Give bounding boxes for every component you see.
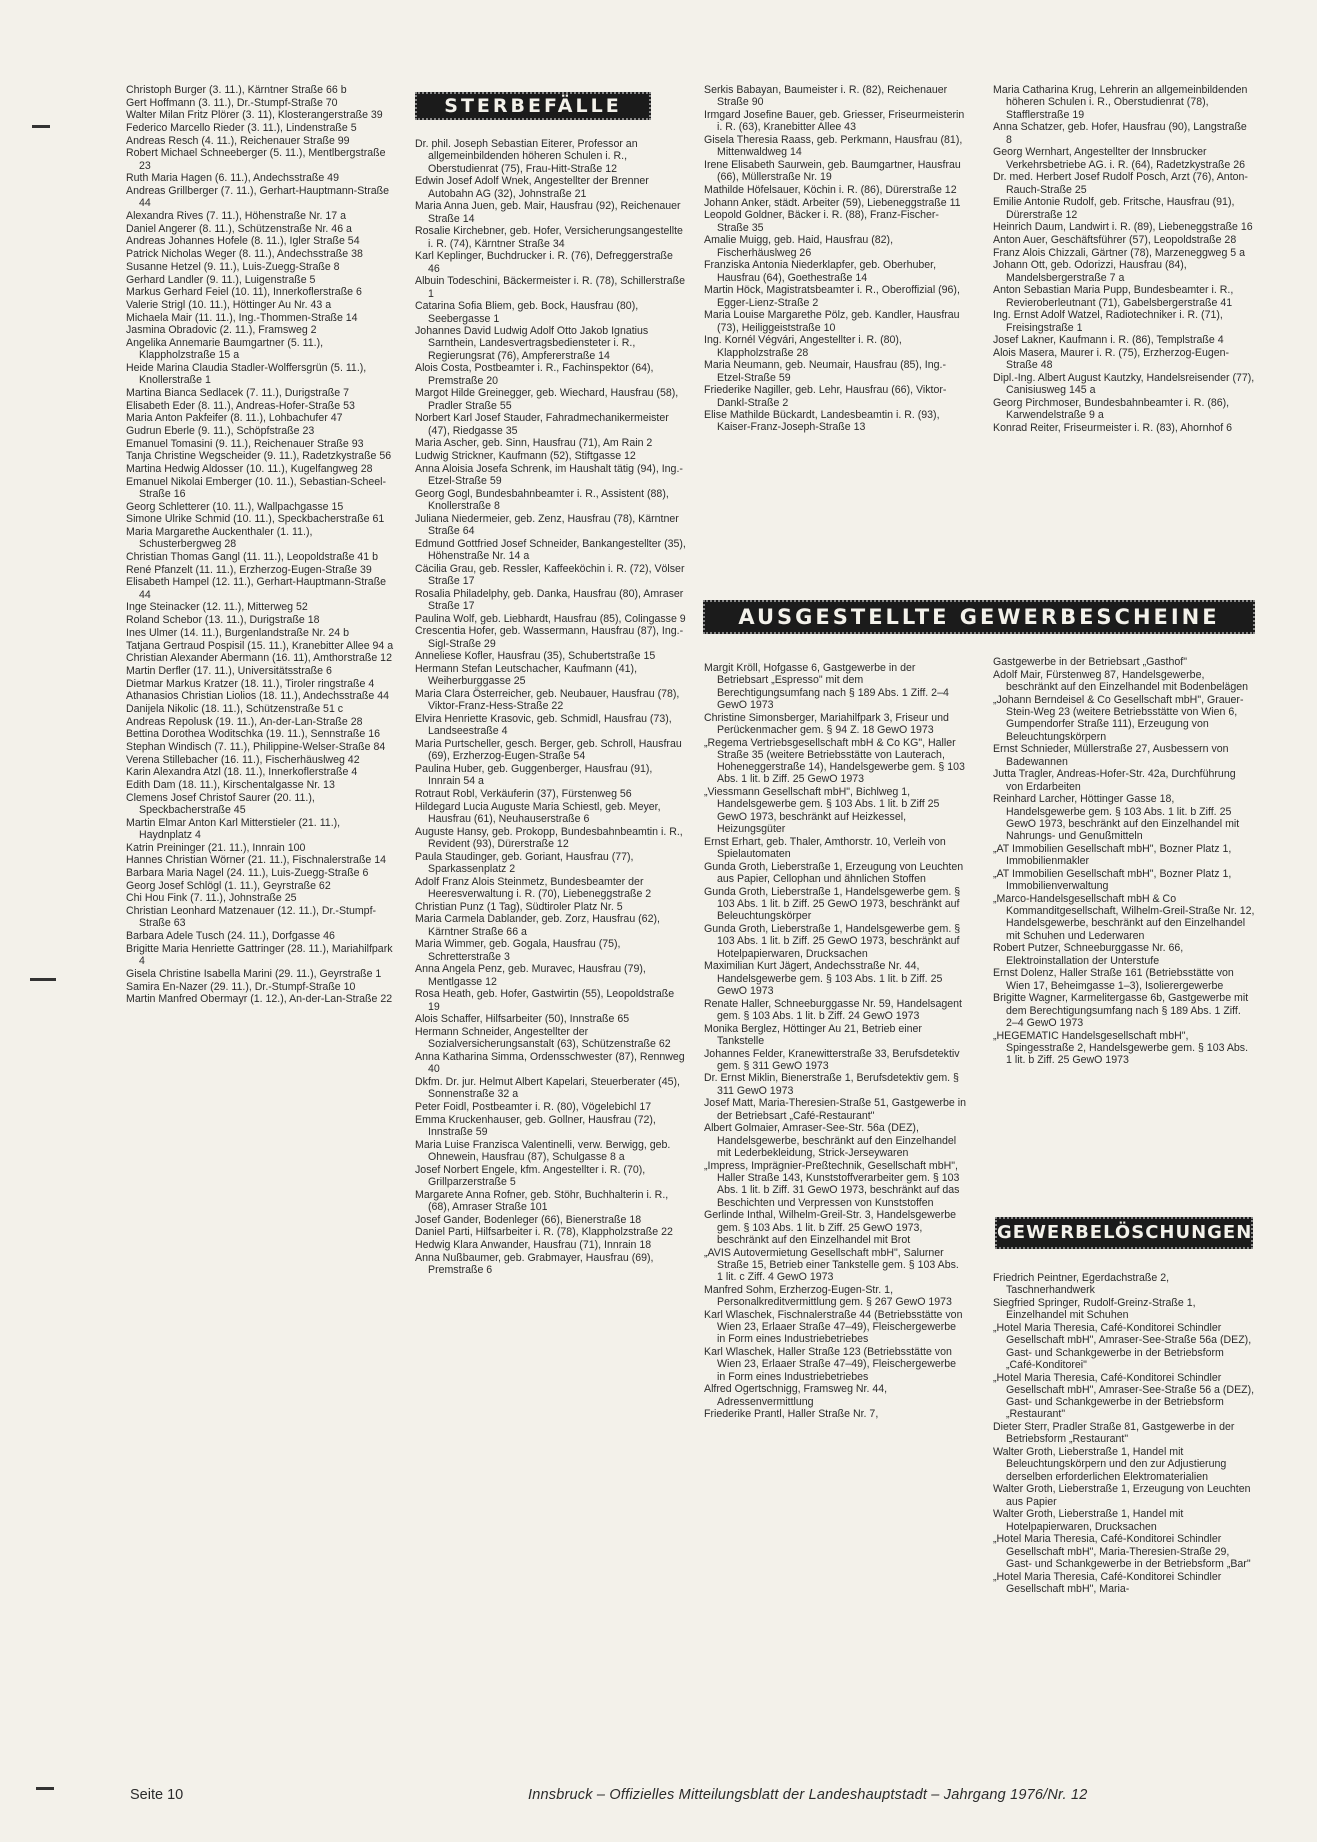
death-entry: Martin Höck, Magistratsbeamter i. R., Oberoffizial (96), Egger-Lienz-Straße 2 — [704, 284, 960, 309]
birth-entry: Gudrun Eberle (9. 11.), Schöpfstraße 23 — [126, 425, 315, 437]
death-entry: Karl Keplinger, Buchdrucker i. R. (76), Defreggerstraße 46 — [415, 250, 673, 275]
gewerbeloeschung-entry: Friedrich Peintner, Egerdachstraße 2, Taschnerhandwerk — [993, 1272, 1170, 1297]
gewerbeschein-entry: Gunda Groth, Lieberstraße 1, Handelsgewerbe gem. § 103 Abs. 1 lit. b Ziff. 25 GewO 1973, beschränkt auf Beleuchtungskörper — [704, 885, 961, 923]
birth-entry: Brigitte Maria Henriette Gattringer (28. 11.), Mariahilfpark 4 — [126, 942, 393, 968]
death-entry: Paulina Huber, geb. Guggenberger, Hausfrau (91), Innrain 54 a — [415, 763, 653, 788]
death-entry: Auguste Hansy, geb. Prokopp, Bundesbahnbeamtin i. R., Revident (93), Dürerstraße 12 — [415, 825, 683, 850]
birth-entry: Alexandra Rives (7. 11.), Höhenstraße Nr. 17 a — [126, 210, 347, 223]
death-entry: Anna Aloisia Josefa Schrenk, im Haushalt tätig (94), Ing.-Etzel-Straße 59 — [415, 462, 683, 488]
births-column — [126, 84, 396, 1006]
death-entry: Maria Louise Margarethe Pölz, geb. Kandler, Hausfrau (73), Heiliggeiststraße 10 — [704, 309, 960, 334]
gewerbeloeschung-entry: Walter Groth, Lieberstraße 1, Handel mit Hotelpapierwaren, Drucksachen — [993, 1508, 1184, 1533]
scan-mark — [32, 125, 50, 128]
death-entry: Alois Masera, Maurer i. R. (75), Erzherzog-Eugen-Straße 48 — [993, 346, 1230, 372]
death-entry: Edmund Gottfried Josef Schneider, Bankangestellter (35), Höhenstraße Nr. 14 a — [415, 537, 686, 563]
death-entry: Leopold Goldner, Bäcker i. R. (88), Franz-Fischer-Straße 35 — [704, 209, 939, 234]
death-entry: Maria Carmela Dablander, geb. Zorz, Hausfrau (62), Kärntner Straße 66 a — [415, 913, 660, 938]
death-entry: Peter Foidl, Postbeamter i. R. (80), Vögelebichl 17 — [415, 1100, 652, 1113]
death-entry: Dr. med. Herbert Josef Rudolf Posch, Arzt (76), Anton-Rauch-Straße 25 — [993, 171, 1248, 196]
birth-entry: Andreas Repolusk (19. 11.), An-der-Lan-Straße 28 — [126, 715, 363, 728]
death-entry: Johann Anker, städt. Arbeiter (59), Liebeneggstraße 11 — [704, 196, 961, 209]
birth-entry: Ines Ulmer (14. 11.), Burgenlandstraße Nr. 24 b — [126, 626, 349, 639]
death-entry: Georg Wernhart, Angestellter der Innsbrucker Verkehrsbetriebe AG. i. R. (64), Radetzkystraße 26 — [993, 146, 1246, 171]
birth-entry: Inge Steinacker (12. 11.), Mitterweg 52 — [126, 601, 308, 614]
death-entry: Johann Ott, geb. Odorizzi, Hausfrau (84), Mandelsbergerstraße 7 a — [993, 259, 1187, 284]
gewerbeschein-entry: Maximilian Kurt Jägert, Andechsstraße Nr. 44, Handelsgewerbe gem. § 103 Abs. 1 lit. b Ziff. 25 GewO 1973 — [704, 960, 943, 997]
birth-entry: Emanuel Nikolai Emberger (10. 11.), Sebastian-Scheel-Straße 16 — [126, 475, 387, 501]
death-entry: Rosalie Kirchebner, geb. Hofer, Versicherungsangestellte i. R. (74), Kärntner Straße 34 — [415, 225, 683, 250]
gewerbescheine-heading: AUSGESTELLTE GEWERBESCHEINE — [703, 600, 1255, 634]
birth-entry: Andreas Resch (4. 11.), Reichenauer Straße 99 — [126, 134, 350, 147]
gewerbeschein-entry: Monika Berglez, Höttinger Au 21, Betrieb einer Tankstelle — [704, 1022, 922, 1047]
birth-entry: Christoph Burger (3. 11.), Kärntner Straße 66 b — [126, 84, 347, 96]
gewerbeloeschung-entry: Walter Groth, Lieberstraße 1, Erzeugung von Leuchten aus Papier — [993, 1483, 1251, 1508]
gewerbeloeschung-entry: „Hotel Maria Theresia, Café-Konditorei Schindler Gesellschaft mbH", Amraser-See-Straße 56a (DEZ), Gast- und Schankgewerbe in der Betriebsform „Café-Konditorei" — [993, 1321, 1252, 1371]
death-entry: Georg Gogl, Bundesbahnbeamter i. R., Assistent (88), Knollerstraße 8 — [415, 487, 669, 513]
death-entry: Ing. Kornél Végvári, Angestellter i. R. (80), Klappholzstraße 28 — [704, 334, 902, 359]
gewerbeschein-entry: „AT Immobilien Gesellschaft mbH", Bozner Platz 1, Immobilienverwaltung — [993, 867, 1232, 893]
death-entry: Emilie Antonie Rudolf, geb. Fritsche, Hausfrau (91), Dürerstraße 12 — [993, 196, 1235, 221]
gewerbeschein-entry: Karl Wlaschek, Fischnalerstraße 44 (Betriebsstätte von Wien 23, Erlaaer Straße 47–49), Fleischergewerbe in Form eines Industriebetriebes — [704, 1308, 963, 1346]
death-entry: Juliana Niedermeier, geb. Zenz, Hausfrau (78), Kärntner Straße 64 — [415, 512, 679, 538]
death-entry: Ing. Ernst Adolf Watzel, Radiotechniker i. R. (71), Freisingstraße 1 — [993, 309, 1223, 334]
birth-entry: Chi Hou Fink (7. 11.), Johnstraße 25 — [126, 892, 297, 905]
death-entry: Hermann Schneider, Angestellter der Sozialversicherungsanstalt (63), Schützenstraße 62 — [415, 1025, 671, 1051]
death-entry: Dkfm. Dr. jur. Helmut Albert Kapelari, Steuerberater (45), Sonnenstraße 32 a — [415, 1075, 680, 1101]
birth-entry: Christian Alexander Abermann (16. 11), Amthorstraße 12 — [126, 652, 392, 665]
death-entry: Josef Norbert Engele, kfm. Angestellter i. R. (70), Grillparzerstraße 5 — [415, 1163, 646, 1188]
gewerbeloeschungen-heading: GEWERBELÖSCHUNGEN — [995, 1217, 1253, 1249]
death-entry: Franz Alois Chizzali, Gärtner (78), Marzeneggweg 5 a — [993, 246, 1246, 259]
birth-entry: Dietmar Markus Kratzer (18. 11.), Tiroler ringstraße 4 — [126, 677, 375, 690]
gewerbeloeschung-entry: „Hotel Maria Theresia, Café-Konditorei Schindler Gesellschaft mbH", Maria-Theresien-Straße 29, Gast- und Schankgewerbe in der Betriebsform „Bar" — [993, 1533, 1251, 1570]
gewerbeschein-entry: Gunda Groth, Lieberstraße 1, Erzeugung von Leuchten aus Papier, Cellophan und ähnlichen Stoffen — [704, 860, 964, 885]
birth-entry: Michaela Mair (11. 11.), Ing.-Thommen-Straße 14 — [126, 311, 358, 324]
gewerbeschein-entry: Margit Kröll, Hofgasse 6, Gastgewerbe in der Betriebsart „Espresso" mit dem Berechtigungsumfang nach § 189 Abs. 1 Ziff. 2–4 GewO 1973 — [704, 662, 949, 711]
birth-entry: Emanuel Tomasini (9. 11.), Reichenauer Straße 93 — [126, 437, 364, 450]
death-entry: Daniel Parti, Hilfsarbeiter i. R. (78), Klappholzstraße 22 — [415, 1226, 673, 1239]
gewerbeschein-entry: Adolf Mair, Fürstenweg 87, Handelsgewerbe, beschränkt auf den Einzelhandel mit Bodenbelägen — [993, 668, 1249, 693]
death-entry: Maria Clara Österreicher, geb. Neubauer, Hausfrau (78), Viktor-Franz-Hess-Straße 22 — [415, 688, 680, 713]
birth-entry: Gerhard Landler (9. 11.), Luigenstraße 5 — [126, 273, 316, 286]
birth-entry: Elisabeth Eder (8. 11.), Andreas-Hofer-Straße 53 — [126, 399, 355, 412]
death-entry: Hildegard Lucia Auguste Maria Schiestl, geb. Meyer, Hausfrau (61), Neuhauserstraße 6 — [415, 800, 661, 825]
death-entry: Rotraut Robl, Verkäuferin (37), Fürstenweg 56 — [415, 787, 632, 800]
gewerbeschein-entry: „Marco-Handelsgesellschaft mbH & Co Kommanditgesellschaft, Wilhelm-Greil-Straße Nr. 12, Handelsgewerbe, beschränkt auf den Einzelhandel mit Schuhen und Lederwaren — [993, 892, 1255, 942]
page-number: Seite 10 — [130, 1787, 184, 1803]
birth-entry: Katrin Preininger (21. 11.), Innrain 100 — [126, 841, 306, 854]
death-entry: Norbert Karl Josef Stauder, Fahradmechanikermeister (47), Riedgasse 35 — [415, 412, 669, 437]
gewerbescheine-column-right — [993, 656, 1255, 1067]
death-entry: Ludwig Strickner, Kaufmann (52), Stiftgasse 12 — [415, 450, 636, 463]
birth-entry: Gisela Christine Isabella Marini (29. 11.), Geyrstraße 1 — [126, 967, 382, 980]
birth-entry: Georg Schletterer (10. 11.), Wallpachgasse 15 — [126, 500, 344, 513]
gewerbeschein-entry: „HEGEMATIC Handelsgesellschaft mbH", Spingesstraße 2, Handelsgewerbe gem. § 103 Abs. 1 lit. b Ziff. 25 GewO 1973 — [993, 1029, 1249, 1067]
death-entry: Elvira Henriette Krasovic, geb. Schmidl, Hausfrau (73), Landseestraße 4 — [415, 713, 672, 738]
death-entry: Edwin Josef Adolf Wnek, Angestellter der Brenner Autobahn AG (32), Johnstraße 21 — [415, 175, 649, 200]
death-entry: Anton Sebastian Maria Pupp, Bundesbeamter i. R., Revieroberleutnant (71), Gabelsbergerstraße 41 — [993, 284, 1234, 309]
death-entry: Maria Ascher, geb. Sinn, Hausfrau (71), Am Rain 2 — [415, 437, 653, 450]
birth-entry: Barbara Maria Nagel (24. 11.), Luis-Zuegg-Straße 6 — [126, 867, 369, 880]
birth-entry: Martina Bianca Sedlacek (7. 11.), Durigstraße 7 — [126, 386, 349, 399]
death-entry: Friederike Nagiller, geb. Lehr, Hausfrau (66), Viktor-Dankl-Straße 2 — [704, 384, 947, 409]
gewerbeschein-entry: Jutta Tragler, Andreas-Hofer-Str. 42a, Durchführung von Erdarbeiten — [993, 768, 1236, 793]
death-entry: Albuin Todeschini, Bäckermeister i. R. (78), Schillerstraße 1 — [415, 275, 686, 300]
gewerbeschein-entry: Johannes Felder, Kranewitterstraße 33, Berufsdetektiv gem. § 311 GewO 1973 — [704, 1047, 960, 1072]
birth-entry: Samira En-Nazer (29. 11.), Dr.-Stumpf-Straße 10 — [126, 980, 356, 993]
birth-entry: Markus Gerhard Feiel (10. 11), Innerkoflerstraße 6 — [126, 286, 362, 299]
birth-entry: Christian Thomas Gangl (11. 11.), Leopoldstraße 41 b — [126, 551, 379, 564]
gewerbeloeschungen-column — [993, 1272, 1255, 1596]
gewerbeschein-entry: „Impress, Imprägnier-Preßtechnik, Gesellschaft mbH", Haller Straße 143, Kunststoffverarbeiter gem. § 103 Abs. 1 lit. b Ziff. 31 GewO 1973, beschränkt auf das Beschichten und Verpressen von Kunststoffen — [704, 1159, 960, 1209]
death-entry: Heinrich Daum, Landwirt i. R. (89), Liebeneggstraße 16 — [993, 221, 1253, 234]
deaths-column — [415, 138, 687, 1277]
gewerbeschein-entry: Manfred Sohm, Erzherzog-Eugen-Str. 1, Personalkreditvermittlung gem. § 267 GewO 1973 — [704, 1283, 952, 1309]
gewerbeschein-entry: „Viessmann Gesellschaft mbH", Bichlweg 1, Handelsgewerbe gem. § 103 Abs. 1 lit. b Ziff 25 GewO 1973, beschränkt auf Heizkessel, Heizungsgüter — [704, 786, 940, 836]
death-entry: Margot Hilde Greinegger, geb. Wiechard, Hausfrau (58), Pradler Straße 55 — [415, 387, 679, 412]
birth-entry: Martin Elmar Anton Karl Mitterstieler (21. 11.), Haydnplatz 4 — [126, 816, 341, 842]
birth-entry: Federico Marcello Rieder (3. 11.), Lindenstraße 5 — [126, 122, 357, 135]
gewerbeloeschung-entry: „Hotel Maria Theresia, Café-Konditorei Schindler Gesellschaft mbH", Maria- — [993, 1570, 1222, 1595]
death-entry: Anna Nußbaumer, geb. Grabmayer, Hausfrau (69), Premstraße 6 — [415, 1251, 654, 1276]
birth-entry: Walter Milan Fritz Plörer (3. 11), Klosterangerstraße 39 — [126, 109, 383, 122]
death-entry: Irene Elisabeth Saurwein, geb. Baumgartner, Hausfrau (66), Müllerstraße Nr. 19 — [704, 158, 961, 184]
birth-entry: Edith Dam (18. 11.), Kirschentalgasse Nr. 13 — [126, 779, 335, 792]
death-entry: Maria Catharina Krug, Lehrerin an allgemeinbildenden höheren Schulen i. R., Oberstudienrat (78), Stafflerstraße 19 — [993, 84, 1248, 121]
sterbefaelle-heading: STERBEFÄLLE — [415, 92, 651, 120]
gewerbeschein-entry: Gerlinde Inthal, Wilhelm-Greil-Str. 3, Handelsgewerbe gem. § 103 Abs. 1 lit. b Ziff. 25 GewO 1973, beschränkt auf den Einzelhandel mit Brot — [704, 1209, 956, 1246]
gewerbeschein-entry: „Johann Berndeisel & Co Gesellschaft mbH", Grauer-Stein-Weg 23 (weitere Betriebsstätte von Wien 6, Gumpendorfer Straße 111), Erzeugung von Beleuchtungskörpern — [993, 693, 1244, 743]
birth-entry: Gert Hoffmann (3. 11.), Dr.-Stumpf-Straße 70 — [126, 96, 338, 109]
birth-entry: Tanja Christine Wegscheider (9. 11.), Radetzkystraße 56 — [126, 450, 392, 463]
death-entry: Crescentia Hofer, geb. Wassermann, Hausfrau (87), Ing.-Sigl-Straße 29 — [415, 625, 684, 650]
birth-entry: Georg Josef Schlögl (1. 11.), Geyrstraße 62 — [126, 879, 331, 892]
death-entry: Cäcilia Grau, geb. Ressler, Kaffeeköchin i. R. (72), Völser Straße 17 — [415, 562, 685, 588]
scan-mark — [36, 1787, 54, 1790]
death-entry: Konrad Reiter, Friseurmeister i. R. (83), Ahornhof 6 — [993, 421, 1233, 434]
death-entry: Rosa Heath, geb. Hofer, Gastwirtin (55), Leopoldstraße 19 — [415, 988, 675, 1013]
birth-entry: Martin Manfred Obermayr (1. 12.), An-der-Lan-Straße 22 — [126, 993, 393, 1006]
birth-entry: René Pfanzelt (11. 11.), Erzherzog-Eugen-Straße 39 — [126, 563, 372, 576]
death-entry: Josef Lakner, Kaufmann i. R. (86), Templstraße 4 — [993, 334, 1224, 347]
gewerbeschein-entry: Reinhard Larcher, Höttinger Gasse 18, Handelsgewerbe gem. § 103 Abs. 1 lit. b Ziff. 25 GewO 1973, beschränkt auf den Einzelhandel mit Nahrungs- und Genußmitteln — [993, 793, 1240, 843]
birth-entry: Stephan Windisch (7. 11.), Philippine-Welser-Straße 84 — [126, 741, 386, 754]
gewerbeschein-entry: „AT Immobilien Gesellschaft mbH", Bozner Platz 1, Immobilienmakler — [993, 842, 1232, 868]
birth-entry: Elisabeth Hampel (12. 11.), Gerhart-Hauptmann-Straße 44 — [126, 576, 387, 601]
birth-entry: Hannes Christian Wörner (21. 11.), Fischnalerstraße 14 — [126, 854, 387, 867]
birth-entry: Heide Marina Claudia Stadler-Wolffersgrün (5. 11.), Knollerstraße 1 — [126, 361, 367, 387]
death-entry: Mathilde Höfelsauer, Köchin i. R. (86), Dürerstraße 12 — [704, 183, 957, 196]
gewerbeschein-entry: Brigitte Wagner, Karmelitergasse 6b, Gastgewerbe mit dem Berechtigungsumfang nach § 189 Abs. 1 Ziff. 2–4 GewO 1973 — [993, 992, 1249, 1029]
death-entry: Gisela Theresia Raass, geb. Perkmann, Hausfrau (81), Mittenwaldweg 14 — [704, 133, 963, 159]
death-entry: Maria Anna Juen, geb. Mair, Hausfrau (92), Reichenauer Straße 14 — [415, 200, 681, 225]
birth-entry: Bettina Dorothea Woditschka (19. 11.), Sennstraße 16 — [126, 728, 380, 741]
birth-entry: Karin Alexandra Atzl (18. 11.), Innerkoflerstraße 4 — [126, 766, 358, 779]
deaths-column-continued-2 — [993, 84, 1255, 435]
gewerbeschein-entry: Ernst Schnieder, Müllerstraße 27, Ausbessern von Badewannen — [993, 743, 1229, 768]
deaths-column-continued — [704, 84, 967, 434]
birth-entry: Danijela Nikolic (18. 11.), Schützenstraße 51 c — [126, 702, 344, 715]
gewerbeschein-entry: Dr. Ernst Miklin, Bienerstraße 1, Berufsdetektiv gem. § 311 GewO 1973 — [704, 1072, 959, 1097]
death-entry: Irmgard Josefine Bauer, geb. Griesser, Friseurmeisterin i. R. (63), Kranebitter Allee 43 — [704, 108, 965, 134]
death-entry: Franziska Antonia Niederklapfer, geb. Oberhuber, Hausfrau (64), Goethestraße 14 — [704, 259, 937, 284]
death-entry: Anna Schatzer, geb. Hofer, Hausfrau (90), Langstraße 8 — [993, 121, 1247, 146]
death-entry: Catarina Sofia Bliem, geb. Bock, Hausfrau (80), Seebergasse 1 — [415, 300, 639, 325]
birth-entry: Roland Schebor (13. 11.), Durigstraße 18 — [126, 614, 320, 627]
birth-entry: Christian Leonhard Matzenauer (12. 11.), Dr.-Stumpf-Straße 63 — [126, 905, 377, 930]
death-entry: Elise Mathilde Bückardt, Landesbeamtin i. R. (93), Kaiser-Franz-Joseph-Straße 13 — [704, 409, 940, 434]
death-entry: Alois Schaffer, Hilfsarbeiter (50), Innstraße 65 — [415, 1013, 630, 1026]
gewerbeschein-entry: Alfred Ogertschnigg, Framsweg Nr. 44, Adressenvermittlung — [704, 1383, 888, 1408]
death-entry: Maria Wimmer, geb. Gogala, Hausfrau (75), Schretterstraße 3 — [415, 938, 621, 963]
death-entry: Maria Neumann, geb. Neumair, Hausfrau (85), Ing.-Etzel-Straße 59 — [704, 359, 947, 384]
birth-entry: Simone Ulrike Schmid (10. 11.), Speckbacherstraße 61 — [126, 513, 385, 526]
birth-entry: Robert Michael Schneeberger (5. 11.), Mentlbergstraße 23 — [126, 147, 386, 172]
death-entry: Dipl.-Ing. Albert August Kautzky, Handelsreisender (77), Canisiusweg 145 a — [993, 371, 1255, 397]
death-entry: Anneliese Kofler, Hausfrau (35), Schubertstraße 15 — [415, 650, 656, 663]
gewerbeloeschung-entry: „Hotel Maria Theresia, Café-Konditorei Schindler Gesellschaft mbH", Amraser-See-Straße 56 a (DEZ), Gast- und Schankgewerbe in der Betriebsform „Restaurant" — [993, 1371, 1255, 1421]
birth-entry: Susanne Hetzel (9. 11.), Luis-Zuegg-Straße 8 — [126, 260, 340, 273]
birth-entry: Maria Margarethe Auckenthaler (1. 11.), Schusterbergweg 28 — [126, 526, 313, 551]
birth-entry: Athanasios Christian Liolios (18. 11.), Andechsstraße 44 — [126, 690, 390, 703]
gewerbeloeschung-entry: Siegfried Springer, Rudolf-Greinz-Straße 1, Einzelhandel mit Schuhen — [993, 1296, 1196, 1322]
death-entry: Maria Luise Franzisca Valentinelli, verw. Berwigg, geb. Ohnewein, Hausfrau (87), Schulgasse 8 a — [415, 1138, 671, 1163]
birth-entry: Verena Stillebacher (16. 11.), Fischerhäuslweg 42 — [126, 753, 360, 766]
birth-entry: Maria Anton Pakfeifer (8. 11.), Lohbachufer 47 — [126, 412, 343, 425]
gewerbeschein-entry: Gunda Groth, Lieberstraße 1, Handelsgewerbe gem. § 103 Abs. 1 lit. b Ziff. 25 GewO 1973, beschränkt auf Hotelpapierwaren, Drucksachen — [704, 922, 961, 960]
death-entry: Maria Purtscheller, gesch. Berger, geb. Schroll, Hausfrau (69), Erzherzog-Eugen-Straße 54 — [415, 738, 682, 763]
death-entry: Serkis Babayan, Baumeister i. R. (82), Reichenauer Straße 90 — [704, 84, 948, 109]
death-entry: Anna Katharina Simma, Ordensschwester (87), Rennweg 40 — [415, 1050, 685, 1076]
death-entry: Dr. phil. Joseph Sebastian Eiterer, Professor an allgemeinbildenden höheren Schulen i. R., Oberstudienrat (75), Frau-Hitt-Straße 12 — [415, 138, 638, 175]
death-entry: Anna Angela Penz, geb. Muravec, Hausfrau (79), Mentlgasse 12 — [415, 963, 646, 988]
gewerbeschein-entry: „AVIS Autovermietung Gesellschaft mbH", Salurner Straße 15, Betrieb einer Tankstelle gem. § 103 Abs. 1 lit. c Ziff. 4 GewO 1973 — [704, 1246, 959, 1284]
gewerbeschein-entry: Ernst Erhart, geb. Thaler, Amthorstr. 10, Verleih von Spielautomaten — [704, 835, 946, 861]
death-entry: Alois Costa, Postbeamter i. R., Fachinspektor (64), Premstraße 20 — [415, 362, 654, 387]
death-entry: Hermann Stefan Leutschacher, Kaufmann (41), Weiherburggasse 25 — [415, 663, 638, 688]
death-entry: Margarete Anna Rofner, geb. Stöhr, Buchhalterin i. R., (68), Amraser Straße 101 — [415, 1188, 669, 1213]
birth-entry: Valerie Strigl (10. 11.), Höttinger Au Nr. 43 a — [126, 298, 332, 311]
gewerbeschein-entry: Albert Golmaier, Amraser-See-Str. 56a (DEZ), Handelsgewerbe, beschränkt auf den Einzelhandel mit Lederbekleidung, Strick-Jerseywaren — [704, 1122, 957, 1160]
gewerbeschein-entry: Josef Matt, Maria-Theresien-Straße 51, Gastgewerbe in der Betriebsart „Café-Restaurant" — [704, 1097, 967, 1122]
birth-entry: Angelika Annemarie Baumgartner (5. 11.), Klappholzstraße 15 a — [126, 336, 324, 362]
birth-entry: Clemens Josef Christof Saurer (20. 11.), Speckbacherstraße 45 — [126, 791, 315, 817]
gewerbeschein-entry: Ernst Dolenz, Haller Straße 161 (Betriebsstätte von Wien 17, Beheimgasse 1–3), Isolierergewerbe — [993, 967, 1234, 992]
death-entry: Josef Gander, Bodenleger (66), Bienerstraße 18 — [415, 1213, 642, 1226]
death-entry: Paulina Wolf, geb. Liebhardt, Hausfrau (85), Colingasse 9 — [415, 612, 686, 625]
birth-entry: Jasmina Obradovic (2. 11.), Framsweg 2 — [126, 324, 317, 337]
birth-entry: Patrick Nicholas Weger (8. 11.), Andechsstraße 38 — [126, 248, 363, 261]
birth-entry: Tatjana Gertraud Pospisil (15. 11.), Kranebitter Allee 94 a — [126, 639, 394, 652]
birth-entry: Ruth Maria Hagen (6. 11.), Andechsstraße 49 — [126, 172, 339, 185]
birth-entry: Martin Derfler (17. 11.), Universitätsstraße 6 — [126, 664, 332, 677]
death-entry: Johannes David Ludwig Adolf Otto Jakob Ignatius Sarnthein, Landesvertragsbediensteter i. R., Regierungsrat (76), Ampfererstraße 14 — [415, 325, 649, 362]
gewerbescheine-column-left — [704, 662, 967, 1421]
birth-entry: Daniel Angerer (8. 11.), Schützenstraße Nr. 46 a — [126, 222, 352, 235]
death-entry: Georg Pirchmoser, Bundesbahnbeamter i. R. (86), Karwendelstraße 9 a — [993, 396, 1230, 422]
gewerbeschein-entry: Gastgewerbe in der Betriebsart „Gasthof" — [993, 656, 1187, 668]
publication-title: Innsbruck – Offizielles Mitteilungsblatt der Landeshauptstadt – Jahrgang 1976/Nr. 12 — [528, 1787, 1088, 1803]
death-entry: Amalie Muigg, geb. Haid, Hausfrau (82), Fischerhäuslweg 26 — [704, 234, 894, 259]
gewerbeschein-entry: Robert Putzer, Schneeburggasse Nr. 66, Elektroinstallation der Unterstufe — [993, 942, 1184, 967]
gewerbeloeschung-entry: Walter Groth, Lieberstraße 1, Handel mit Beleuchtungskörpern und den zur Adjustierung derselben erforderlichen Elektromaterialien — [993, 1446, 1227, 1483]
death-entry: Paula Staudinger, geb. Goriant, Hausfrau (77), Sparkassenplatz 2 — [415, 850, 634, 875]
death-entry: Christian Punz (1 Tag), Südtiroler Platz Nr. 5 — [415, 900, 623, 913]
death-entry: Anton Auer, Geschäftsführer (57), Leopoldstraße 28 — [993, 233, 1237, 246]
death-entry: Emma Kruckenhauser, geb. Gollner, Hausfrau (72), Innstraße 59 — [415, 1113, 656, 1138]
death-entry: Hedwig Klara Anwander, Hausfrau (71), Innrain 18 — [415, 1238, 652, 1251]
birth-entry: Martina Hedwig Aldosser (10. 11.), Kugelfangweg 28 — [126, 463, 373, 476]
birth-entry: Andreas Grillberger (7. 11.), Gerhart-Hauptmann-Straße 44 — [126, 185, 389, 210]
gewerbeschein-entry: Karl Wlaschek, Haller Straße 123 (Betriebsstätte von Wien 23, Erlaaer Straße 47–49), Fleischergewerbe in Form eines Industriebetriebes — [704, 1346, 957, 1383]
death-entry: Rosalia Philadelphy, geb. Danka, Hausfrau (80), Amraser Straße 17 — [415, 587, 684, 613]
gewerbeloeschung-entry: Dieter Sterr, Pradler Straße 81, Gastgewerbe in der Betriebsform „Restaurant" — [993, 1421, 1235, 1446]
death-entry: Adolf Franz Alois Steinmetz, Bundesbeamter der Heeresverwaltung i. R. (70), Liebeneggstraße 2 — [415, 875, 652, 900]
birth-entry: Barbara Adele Tusch (24. 11.), Dorfgasse 46 — [126, 930, 335, 943]
scan-mark — [30, 978, 56, 981]
gewerbeschein-entry: Christine Simonsberger, Mariahilfpark 3, Friseur und Perückenmacher gem. § 94 Z. 18 GewO 1973 — [704, 711, 949, 736]
birth-entry: Andreas Johannes Hofele (8. 11.), Igler Straße 54 — [126, 235, 360, 248]
gewerbeschein-entry: „Regema Vertriebsgesellschaft mbH & Co KG", Haller Straße 35 (weitere Betriebsstätte von Lauterach, Hoheneggerstraße 14), Handelsgewerbe gem. § 103 Abs. 1 lit. b Ziff. 25 GewO 1973 — [704, 736, 965, 786]
gewerbeschein-entry: Friederike Prantl, Haller Straße Nr. 7, — [704, 1408, 879, 1421]
gewerbeschein-entry: Renate Haller, Schneeburggasse Nr. 59, Handelsagent gem. § 103 Abs. 1 lit. b Ziff. 24 GewO 1973 — [704, 997, 962, 1022]
